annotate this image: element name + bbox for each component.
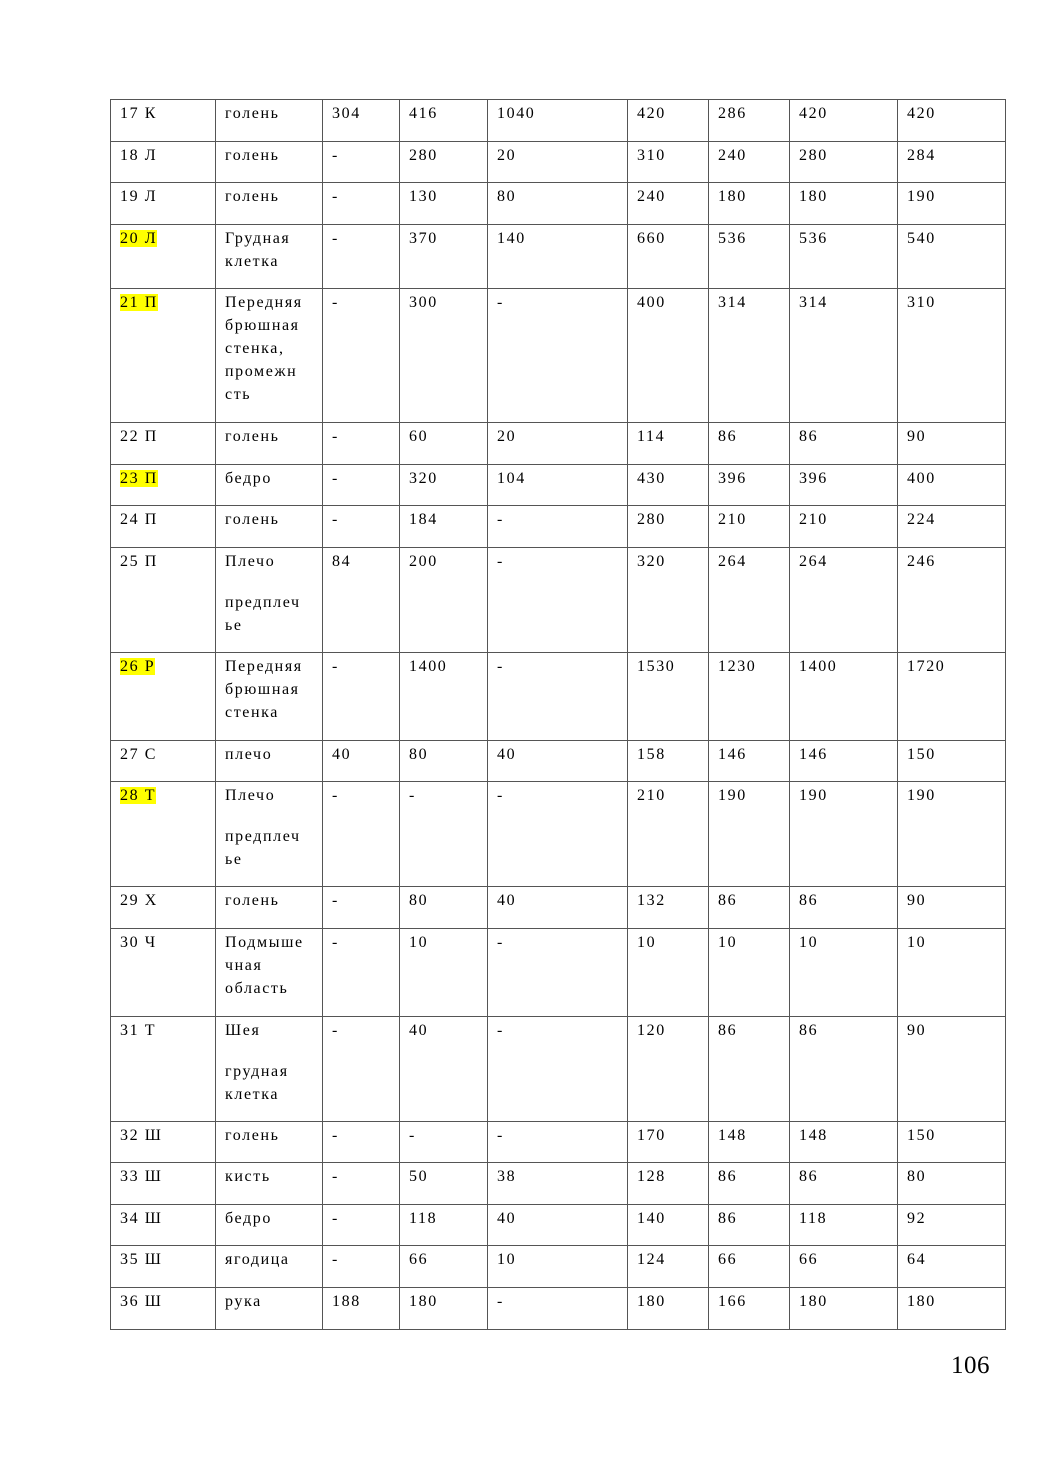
- cell-value: -: [488, 929, 628, 1017]
- cell-value: 1530: [628, 653, 709, 741]
- cell-value: -: [323, 653, 400, 741]
- cell-value: 60: [400, 423, 488, 465]
- cell-value: 80: [898, 1163, 1006, 1205]
- cell-value: 180: [400, 1288, 488, 1330]
- row-id: 23 П: [120, 470, 158, 487]
- cell-id: [111, 423, 216, 465]
- cell-value: 400: [628, 289, 709, 423]
- cell-area: [216, 887, 323, 929]
- cell-value: 146: [709, 741, 790, 782]
- area-text: плечо: [225, 746, 273, 763]
- cell-value: 38: [488, 1163, 628, 1205]
- cell-value: 240: [628, 183, 709, 225]
- cell-value: 148: [790, 1122, 898, 1163]
- cell-value: 210: [709, 506, 790, 548]
- cell-value: -: [323, 183, 400, 225]
- area-text: бедро: [225, 470, 272, 487]
- area-text: ягодица: [225, 1251, 290, 1268]
- cell-value: 10: [488, 1246, 628, 1288]
- cell-area: [216, 1122, 323, 1163]
- row-id: 30 Ч: [120, 934, 157, 951]
- cell-value: 284: [898, 142, 1006, 183]
- cell-value: 86: [709, 1163, 790, 1205]
- cell-value: 280: [790, 142, 898, 183]
- row-id: 35 Ш: [120, 1251, 163, 1268]
- cell-area: [216, 782, 323, 887]
- row-id: 17 К: [120, 105, 158, 122]
- area-text: голень: [225, 188, 280, 205]
- cell-value: -: [323, 506, 400, 548]
- cell-value: 40: [488, 887, 628, 929]
- table-body: [111, 100, 1006, 1330]
- area-text: рука: [225, 1293, 262, 1310]
- cell-value: 40: [400, 1017, 488, 1122]
- cell-area: [216, 1246, 323, 1288]
- cell-value: 310: [898, 289, 1006, 423]
- area-text: грудная клетка: [225, 1063, 289, 1103]
- cell-area: [216, 1163, 323, 1205]
- row-id: 21 П: [120, 294, 158, 311]
- cell-value: 240: [709, 142, 790, 183]
- cell-id: [111, 506, 216, 548]
- cell-value: 430: [628, 465, 709, 506]
- cell-value: -: [323, 423, 400, 465]
- cell-value: 280: [400, 142, 488, 183]
- cell-value: 66: [709, 1246, 790, 1288]
- area-text: предплеч ье: [225, 594, 301, 634]
- cell-value: 304: [323, 100, 400, 142]
- table-row: [111, 1122, 1006, 1163]
- cell-area: [216, 289, 323, 423]
- cell-value: 210: [628, 782, 709, 887]
- cell-id: [111, 183, 216, 225]
- cell-value: 86: [709, 423, 790, 465]
- area-text: Грудная клетка: [225, 230, 291, 270]
- cell-value: -: [323, 465, 400, 506]
- cell-value: 80: [488, 183, 628, 225]
- cell-id: [111, 653, 216, 741]
- cell-value: 80: [400, 887, 488, 929]
- area-text: голень: [225, 147, 280, 164]
- cell-value: 210: [790, 506, 898, 548]
- cell-id: [111, 289, 216, 423]
- cell-value: 132: [628, 887, 709, 929]
- cell-value: 150: [898, 1122, 1006, 1163]
- cell-value: 184: [400, 506, 488, 548]
- row-id: 28 Т: [120, 787, 157, 804]
- cell-value: 64: [898, 1246, 1006, 1288]
- table-row: [111, 887, 1006, 929]
- table-row: [111, 142, 1006, 183]
- cell-area: [216, 929, 323, 1017]
- table-row: [111, 653, 1006, 741]
- cell-value: 118: [400, 1205, 488, 1246]
- cell-value: 660: [628, 225, 709, 289]
- cell-value: -: [488, 289, 628, 423]
- cell-value: -: [400, 1122, 488, 1163]
- cell-value: 536: [709, 225, 790, 289]
- cell-id: [111, 929, 216, 1017]
- cell-value: 66: [400, 1246, 488, 1288]
- cell-value: 180: [790, 1288, 898, 1330]
- cell-value: 420: [628, 100, 709, 142]
- area-text: кисть: [225, 1168, 271, 1185]
- cell-id: [111, 782, 216, 887]
- row-id: 34 Ш: [120, 1210, 163, 1227]
- cell-value: 190: [790, 782, 898, 887]
- table-row: [111, 1017, 1006, 1122]
- cell-id: [111, 1017, 216, 1122]
- cell-value: 200: [400, 548, 488, 653]
- cell-value: -: [323, 289, 400, 423]
- cell-value: 130: [400, 183, 488, 225]
- cell-id: [111, 1246, 216, 1288]
- cell-id: [111, 1288, 216, 1330]
- cell-value: 190: [898, 782, 1006, 887]
- cell-id: [111, 142, 216, 183]
- cell-value: 86: [790, 1017, 898, 1122]
- cell-id: [111, 1163, 216, 1205]
- cell-value: 190: [898, 183, 1006, 225]
- row-id: 25 П: [120, 553, 158, 570]
- cell-value: 320: [400, 465, 488, 506]
- cell-area: [216, 741, 323, 782]
- area-text: предплеч ье: [225, 828, 301, 868]
- row-id: 32 Ш: [120, 1127, 163, 1144]
- cell-value: 114: [628, 423, 709, 465]
- cell-value: 190: [709, 782, 790, 887]
- cell-value: 80: [400, 741, 488, 782]
- table-row: [111, 1163, 1006, 1205]
- cell-area: [216, 1017, 323, 1122]
- row-id: 19 Л: [120, 188, 158, 205]
- cell-area: [216, 548, 323, 653]
- row-id: 33 Ш: [120, 1168, 163, 1185]
- cell-value: 180: [898, 1288, 1006, 1330]
- cell-value: 10: [628, 929, 709, 1017]
- cell-value: 180: [790, 183, 898, 225]
- cell-value: 1400: [400, 653, 488, 741]
- cell-value: 86: [709, 1205, 790, 1246]
- cell-value: 86: [709, 887, 790, 929]
- cell-value: 420: [898, 100, 1006, 142]
- cell-value: -: [323, 142, 400, 183]
- cell-value: 128: [628, 1163, 709, 1205]
- cell-value: 1720: [898, 653, 1006, 741]
- data-table: [110, 99, 1006, 1330]
- cell-value: 150: [898, 741, 1006, 782]
- cell-id: [111, 225, 216, 289]
- table-row: [111, 183, 1006, 225]
- cell-value: -: [323, 1163, 400, 1205]
- cell-id: [111, 548, 216, 653]
- row-id: 18 Л: [120, 147, 158, 164]
- cell-value: -: [323, 1017, 400, 1122]
- row-id: 24 П: [120, 511, 158, 528]
- cell-value: -: [488, 1122, 628, 1163]
- cell-area: [216, 506, 323, 548]
- cell-value: 166: [709, 1288, 790, 1330]
- cell-value: 158: [628, 741, 709, 782]
- row-id: 27 С: [120, 746, 158, 763]
- cell-area: [216, 1288, 323, 1330]
- cell-value: 84: [323, 548, 400, 653]
- cell-value: 1040: [488, 100, 628, 142]
- cell-value: 280: [628, 506, 709, 548]
- cell-value: -: [488, 1017, 628, 1122]
- cell-value: 300: [400, 289, 488, 423]
- cell-value: 180: [709, 183, 790, 225]
- cell-value: 310: [628, 142, 709, 183]
- cell-value: 86: [790, 1163, 898, 1205]
- area-text: Шея: [225, 1022, 261, 1039]
- page-number: 106: [951, 1352, 990, 1379]
- cell-value: 92: [898, 1205, 1006, 1246]
- cell-area: [216, 465, 323, 506]
- table-row: [111, 1205, 1006, 1246]
- cell-value: 264: [709, 548, 790, 653]
- cell-value: 420: [790, 100, 898, 142]
- cell-id: [111, 1122, 216, 1163]
- cell-value: -: [488, 782, 628, 887]
- cell-value: 40: [323, 741, 400, 782]
- cell-id: [111, 100, 216, 142]
- cell-value: -: [323, 225, 400, 289]
- cell-value: 188: [323, 1288, 400, 1330]
- cell-value: 246: [898, 548, 1006, 653]
- row-id: 31 Т: [120, 1022, 157, 1039]
- cell-value: -: [323, 1246, 400, 1288]
- cell-value: 140: [488, 225, 628, 289]
- cell-value: 118: [790, 1205, 898, 1246]
- area-text: Плечо: [225, 787, 276, 804]
- cell-area: [216, 183, 323, 225]
- area-text: голень: [225, 892, 280, 909]
- area-text: голень: [225, 1127, 280, 1144]
- cell-value: 264: [790, 548, 898, 653]
- cell-value: 40: [488, 1205, 628, 1246]
- cell-value: 396: [709, 465, 790, 506]
- table-row: [111, 506, 1006, 548]
- cell-value: 140: [628, 1205, 709, 1246]
- area-text: голень: [225, 428, 280, 445]
- cell-value: 10: [709, 929, 790, 1017]
- table-row: [111, 465, 1006, 506]
- table-row: [111, 741, 1006, 782]
- cell-id: [111, 1205, 216, 1246]
- table-row: [111, 929, 1006, 1017]
- cell-id: [111, 465, 216, 506]
- cell-value: 224: [898, 506, 1006, 548]
- cell-area: [216, 100, 323, 142]
- cell-value: -: [488, 653, 628, 741]
- row-id: 22 П: [120, 428, 158, 445]
- table-row: [111, 100, 1006, 142]
- cell-value: 540: [898, 225, 1006, 289]
- area-text: Передняя брюшная стенка, промежн сть: [225, 294, 303, 403]
- table-row: [111, 1288, 1006, 1330]
- cell-value: 286: [709, 100, 790, 142]
- cell-value: 416: [400, 100, 488, 142]
- row-id: 36 Ш: [120, 1293, 163, 1310]
- row-id: 29 Х: [120, 892, 158, 909]
- table-row: [111, 782, 1006, 887]
- cell-value: 370: [400, 225, 488, 289]
- cell-value: 10: [400, 929, 488, 1017]
- row-id: 26 Р: [120, 658, 156, 675]
- cell-value: 90: [898, 887, 1006, 929]
- area-text: голень: [225, 105, 280, 122]
- cell-value: 10: [790, 929, 898, 1017]
- cell-value: -: [488, 1288, 628, 1330]
- cell-value: -: [400, 782, 488, 887]
- cell-value: 104: [488, 465, 628, 506]
- cell-value: 536: [790, 225, 898, 289]
- cell-value: 10: [898, 929, 1006, 1017]
- area-text: Передняя брюшная стенка: [225, 658, 303, 721]
- row-id: 20 Л: [120, 230, 158, 247]
- cell-value: 400: [898, 465, 1006, 506]
- area-text: Плечо: [225, 553, 276, 570]
- cell-area: [216, 423, 323, 465]
- cell-value: 180: [628, 1288, 709, 1330]
- cell-area: [216, 1205, 323, 1246]
- table-row: [111, 225, 1006, 289]
- cell-value: 90: [898, 423, 1006, 465]
- cell-value: 396: [790, 465, 898, 506]
- cell-area: [216, 653, 323, 741]
- cell-area: [216, 142, 323, 183]
- cell-value: -: [323, 929, 400, 1017]
- cell-value: 314: [709, 289, 790, 423]
- cell-value: 90: [898, 1017, 1006, 1122]
- cell-value: 86: [790, 887, 898, 929]
- cell-value: 20: [488, 142, 628, 183]
- cell-id: [111, 741, 216, 782]
- area-text: бедро: [225, 1210, 272, 1227]
- cell-id: [111, 887, 216, 929]
- cell-value: 86: [790, 423, 898, 465]
- area-text: голень: [225, 511, 280, 528]
- cell-area: [216, 225, 323, 289]
- cell-value: 314: [790, 289, 898, 423]
- cell-value: 124: [628, 1246, 709, 1288]
- cell-value: 170: [628, 1122, 709, 1163]
- cell-value: -: [323, 782, 400, 887]
- cell-value: -: [323, 1122, 400, 1163]
- cell-value: 148: [709, 1122, 790, 1163]
- cell-value: 66: [790, 1246, 898, 1288]
- cell-value: 1230: [709, 653, 790, 741]
- cell-value: -: [488, 548, 628, 653]
- cell-value: 146: [790, 741, 898, 782]
- cell-value: -: [323, 887, 400, 929]
- table-row: [111, 548, 1006, 653]
- cell-value: 320: [628, 548, 709, 653]
- cell-value: 120: [628, 1017, 709, 1122]
- cell-value: 20: [488, 423, 628, 465]
- area-text: Подмыше чная область: [225, 934, 304, 997]
- cell-value: 50: [400, 1163, 488, 1205]
- table-row: [111, 423, 1006, 465]
- cell-value: -: [488, 506, 628, 548]
- table-row: [111, 1246, 1006, 1288]
- cell-value: -: [323, 1205, 400, 1246]
- cell-value: 86: [709, 1017, 790, 1122]
- cell-value: 1400: [790, 653, 898, 741]
- table-row: [111, 289, 1006, 423]
- cell-value: 40: [488, 741, 628, 782]
